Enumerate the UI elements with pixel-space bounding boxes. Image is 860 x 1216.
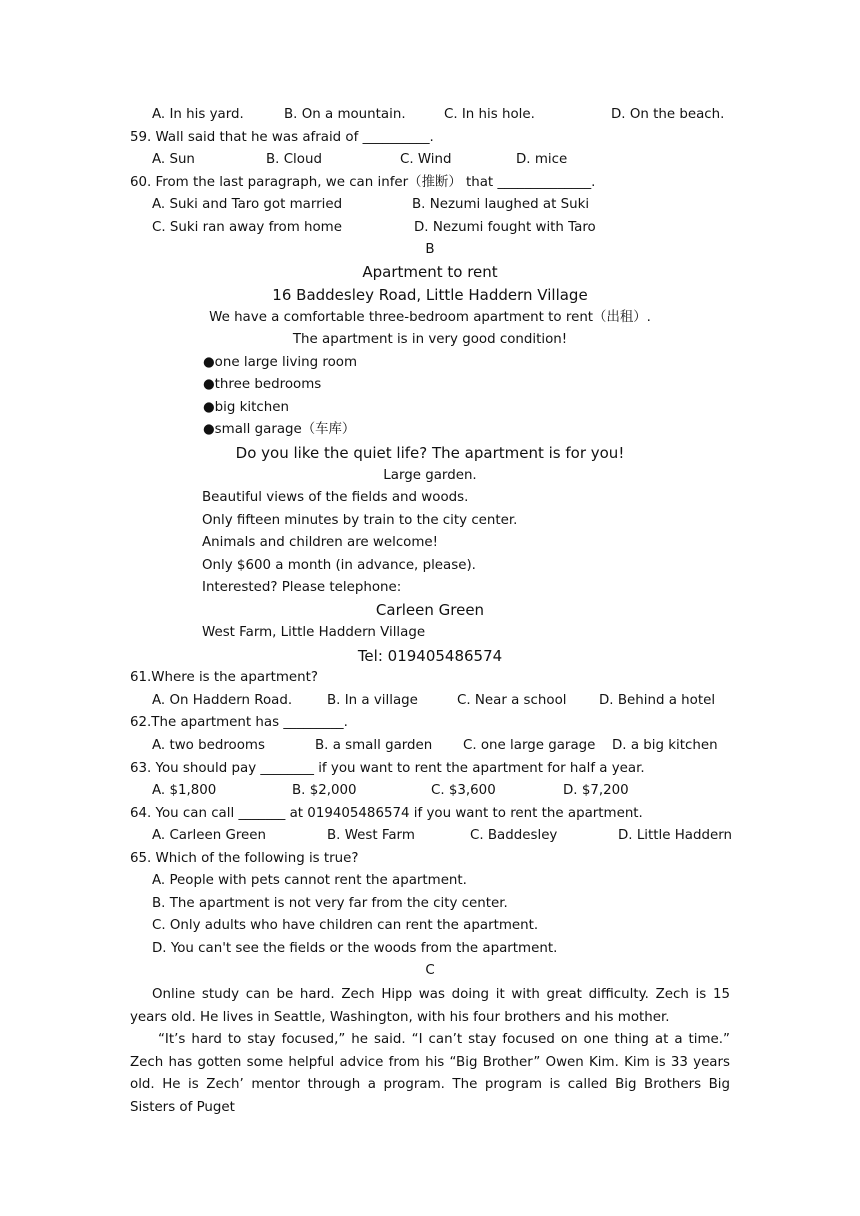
q58-option-c: C. In his hole.	[444, 107, 535, 122]
q64-option-c: C. Baddesley	[470, 828, 558, 843]
q63-option-d: D. $7,200	[563, 783, 629, 798]
q65-option-d: D. You can't see the fields or the woods from the apartment.	[152, 941, 558, 956]
q62-stem: 62.The apartment has _________.	[130, 715, 348, 730]
q61-option-d: D. Behind a hotel	[599, 693, 716, 708]
q64-option-a: A. Carleen Green	[152, 828, 266, 843]
q64-option-b: B. West Farm	[327, 828, 415, 843]
ad-contact-name: Carleen Green	[375, 601, 485, 619]
q63-stem: 63. You should pay ________ if you want to rent the apartment for half a year.	[130, 761, 645, 776]
q60-option-d: D. Nezumi fought with Taro	[414, 220, 596, 235]
q60-stem: 60. From the last paragraph, we can infer（推断） that ______________.	[130, 175, 596, 190]
ad-feature-line: Only $600 a month (in advance, please).	[202, 558, 476, 573]
q60-option-b: B. Nezumi laughed at Suki	[412, 197, 590, 212]
q62-option-a: A. two bedrooms	[152, 738, 265, 753]
ad-telephone: Tel: 019405486574	[357, 647, 503, 665]
section-c-letter: C	[425, 963, 435, 978]
q59-option-a: A. Sun	[152, 152, 195, 167]
ad-feature-line: Animals and children are welcome!	[202, 535, 439, 550]
q59-option-d: D. mice	[516, 152, 568, 167]
q59-stem: 59. Wall said that he was afraid of __________.	[130, 130, 434, 145]
section-b-letter: B	[425, 242, 435, 257]
q63-option-b: B. $2,000	[292, 783, 357, 798]
q61-option-a: A. On Haddern Road.	[152, 693, 293, 708]
q61-option-c: C. Near a school	[457, 693, 567, 708]
q62-option-c: C. one large garage	[463, 738, 596, 753]
ad-feature-line: Only fifteen minutes by train to the city center.	[202, 513, 518, 528]
ad-title: Apartment to rent	[362, 263, 498, 281]
passage-c-paragraph-2: “It’s hard to stay focused,” he said. “I can’t stay focused on one thing at a time.” Zech has gotten some helpful advice from his “Big Brother” Owen Kim. Kim is 33 years old. He is Zech’ mentor through a program. The program is called Big Brothers Big Sisters of Puget	[130, 1032, 730, 1115]
q65-option-b: B. The apartment is not very far from the city center.	[152, 896, 508, 911]
q64-option-d: D. Little Haddern	[618, 828, 732, 843]
q61-stem: 61.Where is the apartment?	[130, 670, 318, 685]
passage-c-paragraph-1: Online study can be hard. Zech Hipp was doing it with great difficulty. Zech is 15 years old. He lives in Seattle, Washington, with his four brothers and his mother.	[130, 987, 730, 1025]
ad-bullet-item: ●one large living room	[203, 355, 358, 370]
q58-option-b: B. On a mountain.	[284, 107, 406, 122]
q63-option-c: C. $3,600	[431, 783, 496, 798]
q63-option-a: A. $1,800	[152, 783, 217, 798]
q65-stem: 65. Which of the following is true?	[130, 851, 359, 866]
ad-contact-address: West Farm, Little Haddern Village	[202, 625, 426, 640]
ad-feature-line: Interested? Please telephone:	[202, 580, 402, 595]
ad-intro-2: The apartment is in very good condition!	[292, 332, 568, 347]
q58-option-d: D. On the beach.	[611, 107, 725, 122]
q62-option-d: D. a big kitchen	[612, 738, 718, 753]
ad-bullet-item: ●small garage（车库）	[203, 422, 356, 437]
q58-option-a: A. In his yard.	[152, 107, 244, 122]
q65-option-c: C. Only adults who have children can rent the apartment.	[152, 918, 539, 933]
ad-address: 16 Baddesley Road, Little Haddern Village	[272, 286, 588, 304]
q59-option-b: B. Cloud	[266, 152, 322, 167]
q62-option-b: B. a small garden	[315, 738, 433, 753]
ad-bullet-item: ●three bedrooms	[203, 377, 322, 392]
q65-option-a: A. People with pets cannot rent the apartment.	[152, 873, 467, 888]
q59-option-c: C. Wind	[400, 152, 452, 167]
q64-stem: 64. You can call _______ at 019405486574 if you want to rent the apartment.	[130, 806, 643, 821]
q61-option-b: B. In a village	[327, 693, 418, 708]
q60-option-c: C. Suki ran away from home	[152, 220, 342, 235]
q60-option-a: A. Suki and Taro got married	[152, 197, 343, 212]
ad-feature-line: Beautiful views of the fields and woods.	[202, 490, 469, 505]
ad-garden: Large garden.	[383, 468, 477, 483]
ad-bullet-item: ●big kitchen	[203, 400, 289, 415]
ad-slogan: Do you like the quiet life? The apartment is for you!	[235, 444, 625, 462]
ad-intro-1: We have a comfortable three-bedroom apartment to rent（出租）.	[209, 310, 651, 325]
